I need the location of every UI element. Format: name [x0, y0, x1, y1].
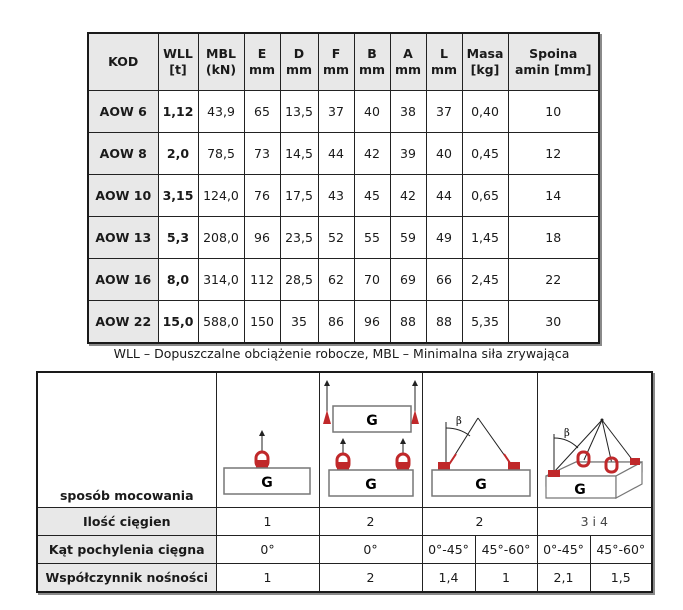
spec-cell: 52	[318, 217, 354, 259]
spec-cell: 5,3	[158, 217, 198, 259]
spec-cell: 43,9	[198, 91, 244, 133]
spec-cell: 45	[354, 175, 390, 217]
svg-text:β: β	[455, 416, 462, 427]
header-masa: Masa [kg]	[462, 33, 508, 91]
spec-cell: 62	[318, 259, 354, 301]
spec-cell: 76	[244, 175, 280, 217]
angle-label: Kąt pochylenia cięgna	[37, 536, 216, 564]
spec-cell: 150	[244, 301, 280, 344]
spec-cell: 37	[426, 91, 462, 133]
spec-cell: 8,0	[158, 259, 198, 301]
header-l: L mm	[426, 33, 462, 91]
legs-label: Ilość cięgien	[37, 508, 216, 536]
spec-cell: 0,40	[462, 91, 508, 133]
spec-cell: 588,0	[198, 301, 244, 344]
spec-row	[88, 175, 599, 217]
spec-row	[88, 259, 599, 301]
header-e: E mm	[244, 33, 280, 91]
method-row	[37, 372, 652, 508]
spec-cell: 70	[354, 259, 390, 301]
spec-cell: 39	[390, 133, 426, 175]
spec-cell: 42	[390, 175, 426, 217]
angle-value: 0°	[319, 536, 422, 564]
method-label: sposób mocowania	[37, 372, 216, 508]
factor-value: 2,1	[537, 564, 590, 593]
header-wll: WLL [t]	[158, 33, 198, 91]
angle-row	[37, 536, 652, 564]
spec-cell: 35	[280, 301, 318, 344]
spec-cell: 44	[318, 133, 354, 175]
spec-row	[88, 91, 599, 133]
spec-row	[88, 217, 599, 259]
single-lug-diagram-icon	[218, 376, 318, 504]
spec-cell: 69	[390, 259, 426, 301]
caption: WLL – Dopuszczalne obciążenie robocze, MBL – Minimalna siła zrywająca	[113, 346, 570, 361]
spec-cell: 14,5	[280, 133, 318, 175]
svg-text:G: G	[364, 477, 377, 493]
spec-cell: 55	[354, 217, 390, 259]
multi-leg-diagram-icon	[538, 376, 650, 504]
legs-value: 1	[216, 508, 319, 536]
spec-cell: 86	[318, 301, 354, 344]
spec-cell: 12	[508, 133, 599, 175]
spec-code-cell: AOW 22	[88, 301, 158, 344]
svg-text:β: β	[564, 428, 571, 439]
header-mbl: MBL (kN)	[198, 33, 244, 91]
spec-cell: 30	[508, 301, 599, 344]
diagram-two-leg-vertical	[319, 372, 422, 508]
spec-cell: 18	[508, 217, 599, 259]
spec-row	[88, 133, 599, 175]
spec-code-cell: AOW 13	[88, 217, 158, 259]
spec-cell: 66	[426, 259, 462, 301]
spec-cell: 88	[390, 301, 426, 344]
spec-cell: 22	[508, 259, 599, 301]
spec-cell: 15,0	[158, 301, 198, 344]
spec-cell: 78,5	[198, 133, 244, 175]
spec-cell: 1,45	[462, 217, 508, 259]
spec-code-cell: AOW 8	[88, 133, 158, 175]
spec-cell: 43	[318, 175, 354, 217]
spec-cell: 10	[508, 91, 599, 133]
spec-cell: 23,5	[280, 217, 318, 259]
spec-cell: 59	[390, 217, 426, 259]
spec-code-cell: AOW 6	[88, 91, 158, 133]
spec-cell: 37	[318, 91, 354, 133]
spec-cell: 28,5	[280, 259, 318, 301]
svg-text:G: G	[260, 475, 273, 491]
spec-cell: 208,0	[198, 217, 244, 259]
spec-cell: 314,0	[198, 259, 244, 301]
header-spoina: Spoina amin [mm]	[508, 33, 599, 91]
spec-cell: 38	[390, 91, 426, 133]
legs-value: 2	[319, 508, 422, 536]
spec-cell: 44	[426, 175, 462, 217]
spec-cell: 17,5	[280, 175, 318, 217]
legs-value: 2	[422, 508, 537, 536]
spec-header-row	[88, 33, 599, 91]
factor-value: 1,5	[590, 564, 652, 593]
spec-cell: 96	[244, 217, 280, 259]
spec-cell: 49	[426, 217, 462, 259]
spec-cell: 73	[244, 133, 280, 175]
legs-row	[37, 508, 652, 536]
angle-value: 0°-45°	[422, 536, 475, 564]
angle-value: 45°-60°	[475, 536, 537, 564]
spec-cell: 14	[508, 175, 599, 217]
factor-row	[37, 564, 652, 593]
legs-value: 3 i 4	[537, 508, 652, 536]
spec-cell: 112	[244, 259, 280, 301]
svg-text:G: G	[474, 477, 487, 493]
factor-value: 1	[216, 564, 319, 593]
angle-value: 0°	[216, 536, 319, 564]
spec-cell: 0,65	[462, 175, 508, 217]
header-f: F mm	[318, 33, 354, 91]
factor-value: 1	[475, 564, 537, 593]
spec-cell: 40	[426, 133, 462, 175]
factor-value: 2	[319, 564, 422, 593]
svg-text:G: G	[365, 413, 378, 429]
spec-cell: 1,12	[158, 91, 198, 133]
spec-cell: 2,45	[462, 259, 508, 301]
spec-cell: 5,35	[462, 301, 508, 344]
two-leg-angled-diagram-icon	[424, 376, 536, 504]
diagram-two-leg-angled	[422, 372, 537, 508]
spec-cell: 2,0	[158, 133, 198, 175]
spec-table	[87, 32, 600, 344]
header-a: A mm	[390, 33, 426, 91]
spec-cell: 124,0	[198, 175, 244, 217]
rigging-table	[36, 371, 653, 593]
two-lug-diagram-icon	[321, 376, 421, 504]
spec-row	[88, 301, 599, 344]
spec-cell: 13,5	[280, 91, 318, 133]
diagram-single-leg	[216, 372, 319, 508]
header-b: B mm	[354, 33, 390, 91]
spec-cell: 0,45	[462, 133, 508, 175]
spec-code-cell: AOW 16	[88, 259, 158, 301]
angle-value: 0°-45°	[537, 536, 590, 564]
svg-text:G: G	[574, 482, 586, 498]
spec-cell: 96	[354, 301, 390, 344]
angle-value: 45°-60°	[590, 536, 652, 564]
spec-cell: 40	[354, 91, 390, 133]
spec-cell: 3,15	[158, 175, 198, 217]
factor-value: 1,4	[422, 564, 475, 593]
spec-cell: 65	[244, 91, 280, 133]
spec-code-cell: AOW 10	[88, 175, 158, 217]
spec-cell: 88	[426, 301, 462, 344]
header-d: D mm	[280, 33, 318, 91]
spec-cell: 42	[354, 133, 390, 175]
header-kod: KOD	[88, 33, 158, 91]
factor-label: Współczynnik nośności	[37, 564, 216, 593]
diagram-multi-leg	[537, 372, 652, 508]
